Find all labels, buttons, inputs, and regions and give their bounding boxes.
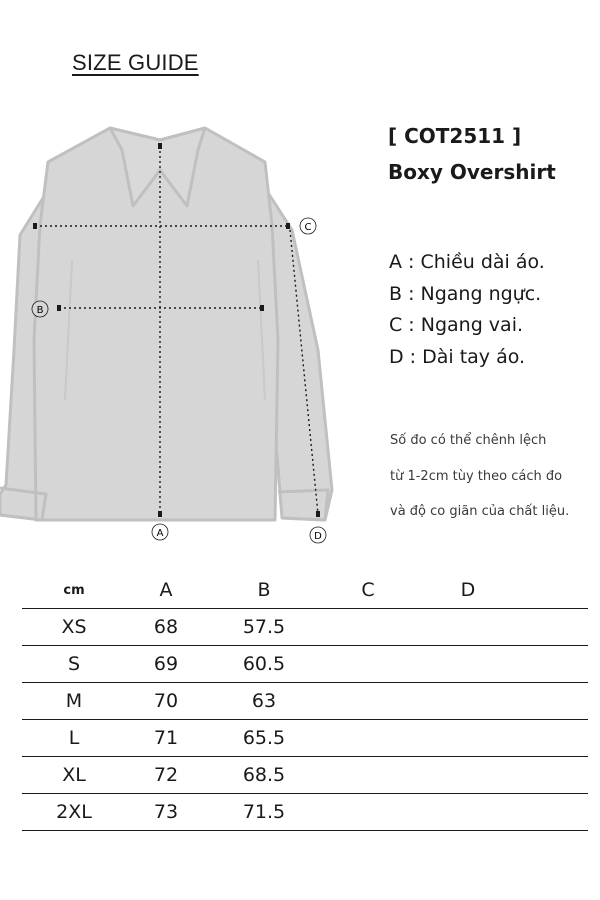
measurement-legend xyxy=(389,247,545,373)
table-header-cell xyxy=(522,572,588,609)
size-cell: XS xyxy=(22,609,126,646)
table-row xyxy=(22,757,588,794)
table-cell: 71.5 xyxy=(206,794,322,831)
table-header-cell: A xyxy=(126,572,206,609)
table-header-cell: D xyxy=(414,572,522,609)
marker-d xyxy=(310,527,326,543)
legend-item-c: C : Ngang vai. xyxy=(389,314,524,336)
product-info xyxy=(388,118,556,190)
size-cell: 2XL xyxy=(22,794,126,831)
table-cell: 71 xyxy=(126,720,206,757)
table-row xyxy=(22,683,588,720)
note-line-3: và độ co giãn của chất liệu. xyxy=(390,504,570,519)
table-cell xyxy=(322,646,414,683)
table-cell xyxy=(522,609,588,646)
table-cell: 65.5 xyxy=(206,720,322,757)
svg-text:D: D xyxy=(314,531,322,542)
table-cell xyxy=(322,794,414,831)
size-cell: M xyxy=(22,683,126,720)
size-table xyxy=(22,572,588,831)
table-cell xyxy=(414,609,522,646)
table-cell xyxy=(322,683,414,720)
table-cell: 68.5 xyxy=(206,757,322,794)
note-line-1: Số đo có thể chênh lệch xyxy=(390,433,547,448)
table-cell: 68 xyxy=(126,609,206,646)
table-cell: 69 xyxy=(126,646,206,683)
table-cell xyxy=(322,720,414,757)
table-cell: 73 xyxy=(126,794,206,831)
table-cell xyxy=(414,683,522,720)
shirt-diagram xyxy=(0,100,360,560)
marker-a xyxy=(152,524,168,540)
size-cell: S xyxy=(22,646,126,683)
svg-text:B: B xyxy=(36,305,44,316)
table-row xyxy=(22,646,588,683)
table-row xyxy=(22,720,588,757)
legend-item-b: B : Ngang ngực. xyxy=(389,282,542,305)
table-cell xyxy=(322,757,414,794)
table-row xyxy=(22,609,588,646)
table-cell: 70 xyxy=(126,683,206,720)
svg-text:A: A xyxy=(156,528,164,539)
table-cell xyxy=(414,794,522,831)
table-cell xyxy=(522,794,588,831)
marker-b xyxy=(32,301,48,317)
table-cell xyxy=(522,646,588,683)
table-header-cell: B xyxy=(206,572,322,609)
measurement-note xyxy=(390,423,569,530)
table-header-cell: cm xyxy=(22,572,126,609)
shirt-illustration xyxy=(0,128,332,520)
table-cell: 60.5 xyxy=(206,646,322,683)
legend-item-d: D : Dài tay áo. xyxy=(389,345,526,368)
product-code: [ COT2511 ] xyxy=(388,124,522,148)
legend-item-a: A : Chiều dài áo. xyxy=(389,251,545,273)
size-cell: XL xyxy=(22,757,126,794)
table-header-cell: C xyxy=(322,572,414,609)
note-line-2: từ 1-2cm tùy theo cách đo xyxy=(390,468,563,484)
size-cell: L xyxy=(22,720,126,757)
table-cell xyxy=(522,757,588,794)
table-header-row xyxy=(22,572,588,609)
table-cell xyxy=(414,757,522,794)
table-cell xyxy=(414,720,522,757)
table-cell xyxy=(322,609,414,646)
product-name: Boxy Overshirt xyxy=(388,160,556,184)
svg-text:C: C xyxy=(304,222,312,233)
table-cell: 63 xyxy=(206,683,322,720)
table-cell xyxy=(522,683,588,720)
table-cell: 57.5 xyxy=(206,609,322,646)
table-cell xyxy=(522,720,588,757)
marker-c xyxy=(300,218,316,234)
table-cell: 72 xyxy=(126,757,206,794)
page-title: SIZE GUIDE xyxy=(72,50,199,75)
table-row xyxy=(22,794,588,831)
table-cell xyxy=(414,646,522,683)
